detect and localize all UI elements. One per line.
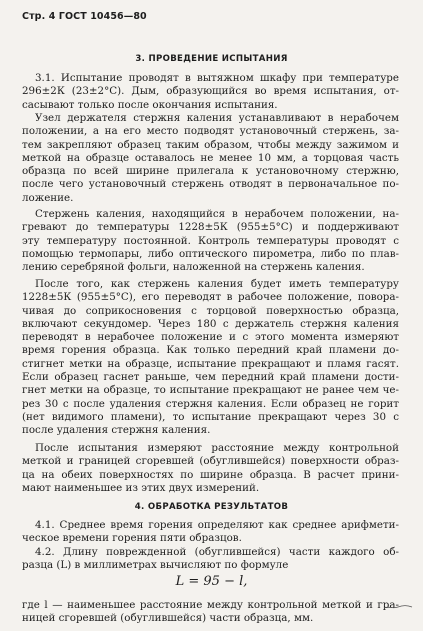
text-line: Стержень каления, находящийся в нерабочем положении, на- xyxy=(35,208,399,220)
text-line: после чего установочный стержень отводят в первоначальное по- xyxy=(22,178,399,191)
text-line: эту температуру постоянной. Контроль температуры проводят с xyxy=(22,234,399,247)
text-line: гревают до температуры 1228±5К (955±5°С) и поддерживают xyxy=(22,221,399,234)
text-line: где l — наименьшее расстояние между контрольной меткой и гра- xyxy=(22,599,399,611)
paragraph-4-2 xyxy=(22,546,399,573)
text-line: меткой на образце оставалось не менее 10 мм, а торцовая часть xyxy=(22,151,399,164)
page-header: Стр. 4 ГОСТ 10456—80 xyxy=(22,11,147,22)
text-line: 1228±5К (955±5°С), его переводят в рабочее положение, поворa- xyxy=(22,291,399,304)
paragraph-4-1 xyxy=(22,519,399,546)
paragraph-measurement xyxy=(22,442,399,495)
paragraph-formula-legend xyxy=(22,599,399,626)
formula xyxy=(0,574,423,589)
text-line: после удаления стержня каления. xyxy=(22,424,211,437)
text-line: лению серебряной фольги, наложенной на стержень каления. xyxy=(22,261,365,274)
text-line: рез 30 с после удаления стержня каления. Если образец не горит xyxy=(22,397,399,410)
paragraph-3-1 xyxy=(22,72,399,112)
text-line: После того, как стержень каления будет иметь температуру xyxy=(35,278,399,290)
text-line: переводят в нерабочее положение и с этого момента измеряют xyxy=(22,331,399,344)
section-3-title: 3. ПРОВЕДЕНИЕ ИСПЫТАНИЯ xyxy=(135,54,288,64)
text-line: 3.1. Испытание проводят в вытяжном шкафу при температуре xyxy=(35,72,399,84)
text-line: 296±2К (23±2°С). Дым, образующийся во время испытания, от- xyxy=(22,85,399,98)
text-line: После испытания измеряют расстояние между контрольной xyxy=(35,442,399,454)
text-line: 4.2. Длину поврежденной (обуглившейся) части каждого об- xyxy=(35,546,399,558)
text-line: стигнет метки на образце, испытание прекращают и пламя гасят. xyxy=(22,357,399,370)
formula-text: L = 95 − l, xyxy=(175,574,248,589)
text-line: ницей сгоревшей (обуглившейся) части образца, мм. xyxy=(22,612,314,625)
text-line: 4.1. Среднее время горения определяют как среднее арифмети- xyxy=(35,519,399,531)
text-line: чивая до соприкосновения с торцовой поверхностью образца, xyxy=(22,304,399,317)
text-line: Если образец гаснет раньше, чем передний край пламени дости- xyxy=(22,371,399,384)
text-line: гнет метки на образце, то испытание прекращают не ранее чем че- xyxy=(22,384,399,397)
text-line: разца (L) в миллиметрах вычисляют по формуле xyxy=(22,559,289,572)
section-4-title: 4. ОБРАБОТКА РЕЗУЛЬТАТОВ xyxy=(134,502,289,512)
text-line: меткой и границей сгоревшей (обуглившейся) поверхности образ- xyxy=(22,455,399,468)
text-line: сасывают только после окончания испытания. xyxy=(22,98,278,111)
text-line: образца по всей ширине прилегала к установочному стержню, xyxy=(22,165,399,178)
text-line: (нет видимого пламени), то испытание прекращают через 30 с xyxy=(22,410,399,423)
text-line: включают секундомер. Через 180 с держатель стержня каления xyxy=(22,317,399,330)
text-line: помощью термопары, либо оптического пирометра, либо по плав- xyxy=(22,247,399,260)
paragraph-heating-rod xyxy=(22,208,399,274)
text-line: ца на обеих поверхностях по ширине образца. В расчет прини- xyxy=(22,468,399,481)
text-line: мают наименьшее из этих двух измерений. xyxy=(22,481,260,494)
pen-mark-icon xyxy=(383,601,413,611)
paragraph-test-procedure xyxy=(22,278,399,438)
text-line: положении, а на его место подводят установочный стержень, за- xyxy=(22,125,399,138)
text-line: Узел держателя стержня каления устанавливают в нерабочем xyxy=(35,112,399,124)
text-line: ческое времени горения пяти образцов. xyxy=(22,532,242,545)
paragraph-holder-setup xyxy=(22,112,399,205)
text-line: время горения образца. Как только передний край пламени до- xyxy=(22,344,399,357)
text-line: ложение. xyxy=(22,191,74,204)
text-line: тем закрепляют образец таким образом, чтобы между зажимом и xyxy=(22,138,399,151)
